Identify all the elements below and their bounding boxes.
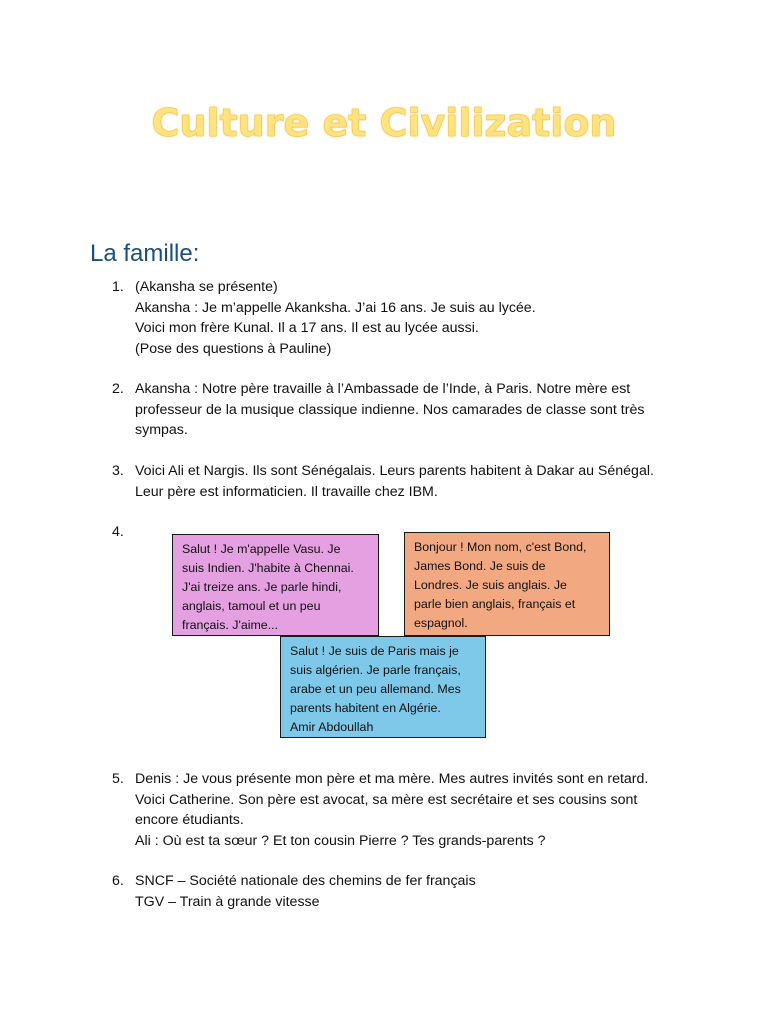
list-item-text xyxy=(135,769,675,851)
speech-box-line: parents habitent en Algérie. xyxy=(290,701,441,715)
text-line: (Pose des questions à Pauline) xyxy=(135,340,332,357)
speech-box-line: Amir Abdoullah xyxy=(290,720,374,734)
text-line: sympas. xyxy=(135,422,188,438)
list-item-number: 3. xyxy=(112,463,124,479)
list-item-number: 5. xyxy=(112,771,124,787)
text-line: (Akansha se présente) xyxy=(135,279,278,295)
speech-box-line: Salut ! Je m'appelle Vasu. Je xyxy=(182,542,341,556)
section-heading: La famille: xyxy=(90,240,200,267)
text-line: professeur de la musique classique indienne. Nos camarades de classe sont très xyxy=(135,401,645,418)
list-item-text xyxy=(135,379,675,441)
page-title: Culture et Civilization xyxy=(151,101,617,145)
text-line: Voici Catherine. Son père est avocat, sa mère est secrétaire et ses cousins sont xyxy=(135,791,638,808)
speech-box-bond xyxy=(404,532,610,636)
speech-box-line: parle bien anglais, français et xyxy=(414,597,576,611)
text-line: Leur père est informaticien. Il travaille chez IBM. xyxy=(135,483,438,500)
text-line: Voici mon frère Kunal. Il a 17 ans. Il est au lycée aussi. xyxy=(135,320,479,336)
text-line: Voici Ali et Nargis. Ils sont Sénégalais. Leurs parents habitent à Dakar au Sénégal. xyxy=(135,463,654,479)
list-item-text xyxy=(135,277,675,359)
text-line: Akansha : Je m’appelle Akanksha. J’ai 16 ans. Je suis au lycée. xyxy=(135,299,536,316)
speech-box-line: français. J'aime... xyxy=(182,618,279,632)
text-line: Denis : Je vous présente mon père et ma mère. Mes autres invités sont en retard. xyxy=(135,771,649,787)
list-item-number: 4. xyxy=(112,524,124,540)
speech-box-line: suis algérien. Je parle français, xyxy=(290,663,461,677)
text-line: SNCF – Société nationale des chemins de fer français xyxy=(135,873,476,889)
text-line: Ali : Où est ta sœur ? Et ton cousin Pierre ? Tes grands-parents ? xyxy=(135,832,546,849)
list-item-text xyxy=(135,871,675,912)
speech-box-line: J'ai treize ans. Je parle hindi, xyxy=(182,580,342,594)
list-item-text xyxy=(135,461,675,502)
speech-box-line: Salut ! Je suis de Paris mais je xyxy=(290,644,459,658)
speech-box-line: Londres. Je suis anglais. Je xyxy=(414,578,567,592)
text-line: encore étudiants. xyxy=(135,812,244,828)
list-item-number: 6. xyxy=(112,873,124,889)
text-line: Akansha : Notre père travaille à l’Ambassade de l’Inde, à Paris. Notre mère est xyxy=(135,381,631,397)
speech-box-amir xyxy=(280,636,486,738)
speech-box-line: arabe et un peu allemand. Mes xyxy=(290,682,461,696)
text-line: TGV – Train à grande vitesse xyxy=(135,893,320,910)
list-item-number: 1. xyxy=(112,279,124,295)
speech-box-line: James Bond. Je suis de xyxy=(414,559,546,573)
speech-box-line: Bonjour ! Mon nom, c'est Bond, xyxy=(414,540,587,554)
speech-box-line: anglais, tamoul et un peu xyxy=(182,599,321,613)
list-item-number: 2. xyxy=(112,381,124,397)
speech-box-line: suis Indien. J'habite à Chennai. xyxy=(182,561,354,575)
speech-box-vasu xyxy=(172,534,379,636)
speech-box-line: espagnol. xyxy=(414,616,468,630)
